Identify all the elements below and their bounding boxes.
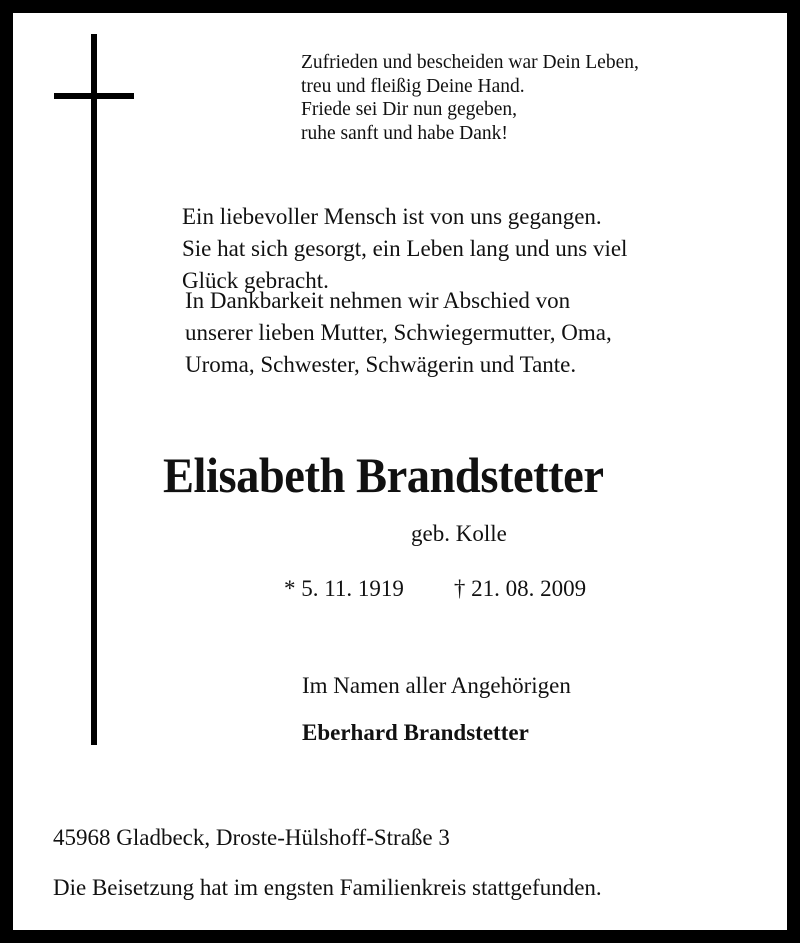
- farewell-line: unserer lieben Mutter, Schwiegermutter, Oma,: [185, 320, 612, 345]
- signature-intro: Im Namen aller Angehörigen: [302, 673, 571, 698]
- cross-vertical-bar: [91, 34, 97, 745]
- life-dates: [284, 574, 586, 604]
- signer-name: Eberhard Brandstetter: [302, 720, 529, 745]
- birth-date: * 5. 11. 1919: [284, 576, 404, 601]
- tribute-paragraph: [182, 201, 627, 297]
- death-date: † 21. 08. 2009: [453, 576, 587, 601]
- poem-line: treu und fleißig Deine Hand.: [301, 75, 525, 97]
- farewell-line: Uroma, Schwester, Schwägerin und Tante.: [185, 352, 577, 377]
- farewell-line: In Dankbarkeit nehmen wir Abschied von: [185, 288, 571, 313]
- maiden-name: geb. Kolle: [411, 521, 507, 546]
- tribute-line: Sie hat sich gesorgt, ein Leben lang und uns viel: [182, 236, 628, 261]
- tribute-line: Ein liebevoller Mensch ist von uns gegangen.: [182, 204, 602, 229]
- poem-verse: [301, 51, 639, 145]
- farewell-paragraph: [185, 285, 612, 381]
- deceased-name-block: [13, 445, 787, 505]
- poem-line: Friede sei Dir nun gegeben,: [301, 99, 518, 120]
- burial-note: Die Beisetzung hat im engsten Familienkreis stattgefunden.: [53, 875, 602, 900]
- obituary-card: [13, 13, 787, 930]
- poem-line: Zufrieden und bescheiden war Dein Leben,: [301, 52, 639, 73]
- tribute-line: Glück gebracht.: [182, 268, 329, 293]
- poem-line: ruhe sanft und habe Dank!: [301, 122, 508, 144]
- deceased-name: Elisabeth Brandstetter: [163, 447, 604, 503]
- address: 45968 Gladbeck, Droste-Hülshoff-Straße 3: [53, 825, 450, 850]
- cross-horizontal-bar: [54, 93, 134, 99]
